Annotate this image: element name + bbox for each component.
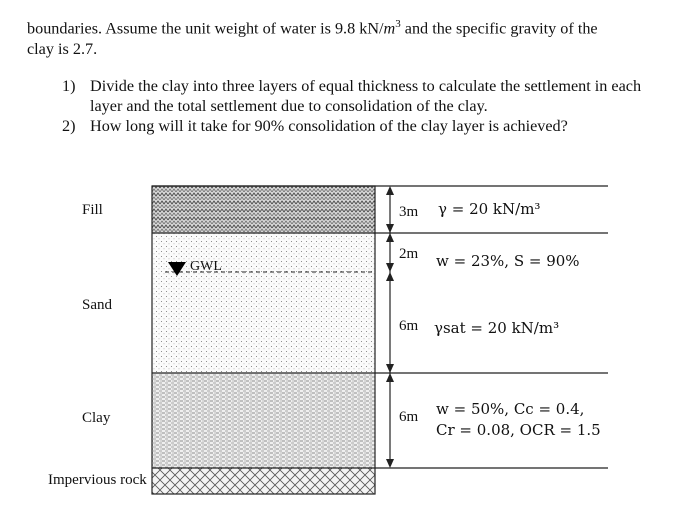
layer-name-fill: Fill <box>82 202 103 218</box>
arrow-up-icon <box>386 186 394 195</box>
layer-name-rock: Impervious rock <box>48 472 147 488</box>
arrow-down-icon <box>386 459 394 468</box>
intro-unit-exp: 3 <box>395 18 401 30</box>
arrow-down-icon <box>386 364 394 373</box>
thickness-sand-lower: 6m <box>399 318 419 334</box>
layer-name-clay: Clay <box>82 410 111 426</box>
gwl-label: GWL <box>190 259 222 274</box>
arrow-down-icon <box>386 224 394 233</box>
thickness-sand-upper: 2m <box>399 246 419 262</box>
props-sand-upper: w = 23%, S = 90% <box>436 252 580 270</box>
thickness-clay: 6m <box>399 409 419 425</box>
layer-name-sand: Sand <box>82 297 112 313</box>
question-1-text: Divide the clay into three layers of equal thickness to calculate the settlement in each layer and the total settlement due to consolidation of the clay. <box>90 77 642 115</box>
props-sand-lower: γsat = 20 kN/m³ <box>434 319 560 337</box>
thickness-fill: 3m <box>399 204 419 220</box>
arrow-up-icon <box>386 272 394 281</box>
props-clay-line2: Cr = 0.08, OCR = 1.5 <box>436 421 601 439</box>
question-2-number: 2) <box>62 117 76 135</box>
clay-layer-hatch <box>152 373 375 468</box>
props-fill: γ = 20 kN/m³ <box>438 200 541 218</box>
arrow-down-icon <box>386 263 394 272</box>
arrow-up-icon <box>386 373 394 382</box>
props-clay-line1: w = 50%, Cc = 0.4, <box>436 400 585 418</box>
question-2-text: How long will it take for 90% consolidation of the clay layer is achieved? <box>90 117 568 135</box>
intro-unit-m: m <box>383 19 396 38</box>
fill-layer-hatch <box>152 186 375 233</box>
arrow-up-icon <box>386 233 394 242</box>
intro-line1-end: and the specific gravity of the <box>400 19 598 38</box>
intro-line1-start: boundaries. Assume the unit weight of water is 9.8 kN/ <box>27 19 384 38</box>
rock-layer-hatch <box>152 468 375 494</box>
intro-line2: clay is 2.7. <box>27 40 98 59</box>
question-1-number: 1) <box>62 77 76 95</box>
sand-layer-hatch <box>152 233 375 373</box>
